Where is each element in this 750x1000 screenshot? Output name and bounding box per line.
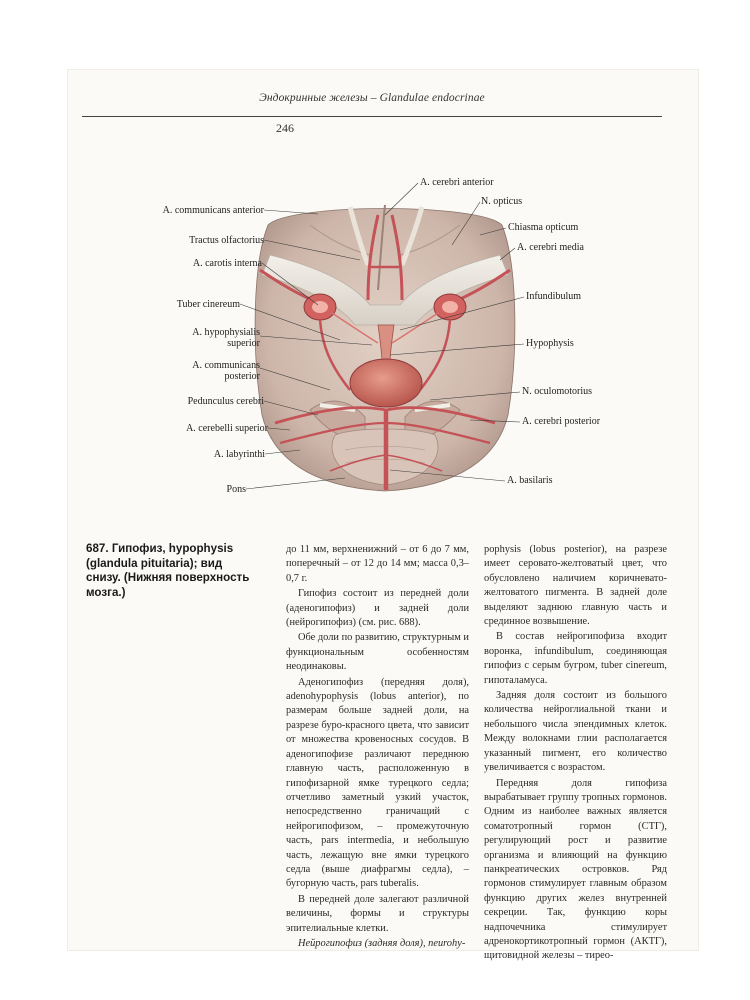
label-oculomotorius: N. oculomotorius xyxy=(522,386,592,397)
label-pedunculus-cerebri: Pedunculus cerebri xyxy=(187,396,264,407)
paragraph: В состав нейрогипофиза входит воронка, infundibulum, соединяющая гипофиз с серым бугром, tuber cinereum, гипоталамуса. xyxy=(484,631,667,686)
paragraph: Обе доли по развитию, структурным и функциональным особенностям неодинаковы. xyxy=(286,632,469,673)
label-cerebri-media: A. cerebri media xyxy=(517,242,584,253)
paragraph: до 11 мм, верхненижний – от 6 до 7 мм, поперечный – от 12 до 14 мм; масса 0,3–0,7 г. xyxy=(286,544,469,584)
label-tractus-olfactorius: Tractus olfactorius xyxy=(189,235,264,246)
paragraph: Нейрогипофиз (задняя доля), neurohy- xyxy=(298,937,466,949)
label-tuber-cinereum: Tuber cinereum xyxy=(176,299,240,310)
label-hypophysis: Hypophysis xyxy=(526,338,574,349)
label-chiasma-opticum: Chiasma opticum xyxy=(508,222,579,233)
label-opticus: N. opticus xyxy=(481,196,523,207)
paragraph: Задняя доля состоит из большого количества нейроглиальной ткани и небольшого числа эпендимных клеток. Между волокнами глии располагается указанный пигмент, его количество увеличивается с возрастом. xyxy=(484,690,667,774)
paragraph: Передняя доля гипофиза вырабатывает группу тропных гормонов. Одним из наиболее важных является соматотропный гормон (СТГ), регулирующий рост и развитие организма и влияющий на функцию панкреатических островков. Ряд гормонов стимулирует главным образом функцию других желез внутренней секреции. Так, функцию коры надпочечника стимулирует адренокортикотропный гормон (АКТГ), щитовидной железы – тирео- xyxy=(484,777,667,962)
brain-base-illustration xyxy=(250,195,523,495)
label-basilaris: A. basilaris xyxy=(507,475,553,486)
label-cerebri-anterior: A. cerebri anterior xyxy=(420,177,494,188)
text-column-1 xyxy=(286,543,469,951)
paragraph: pophysis (lobus posterior), на разрезе имеет серовато-желтоватый цвет, что обусловлено наличием коричневато-желтоватого пигмента. В задней доле выделяют заднюю главную часть и срединное возвышение. xyxy=(484,544,667,628)
paragraph: В передней доле залегают различной величины, формы и структуры эпителиальные клетки. xyxy=(286,893,469,934)
figure-caption xyxy=(86,542,258,600)
caption-title: Гипофиз, hypophysis (glandula pituitaria); вид снизу. (Нижняя поверхность мозга.) xyxy=(86,542,250,599)
label-cerebri-posterior: A. cerebri posterior xyxy=(522,416,601,427)
caption-number: 687. xyxy=(86,542,109,555)
header-rule xyxy=(82,116,662,117)
label-hypophysialis-superior: A. hypophysialis superior xyxy=(192,327,260,349)
label-carotis-interna: A. carotis interna xyxy=(192,258,262,269)
running-title: Эндокринные железы – Glandulae endocrinae xyxy=(259,92,485,104)
label-cerebelli-superior: A. cerebelli superior xyxy=(186,423,268,434)
text-column-2 xyxy=(484,543,667,964)
label-communicans-posterior: A. communicans posterior xyxy=(192,360,260,382)
label-infundibulum: Infundibulum xyxy=(526,291,581,302)
label-communicans-anterior: A. communicans anterior xyxy=(162,205,264,216)
hypophysis xyxy=(350,359,422,407)
page-number: 246 xyxy=(276,121,294,135)
paragraph: Гипофиз состоит из передней доли (аденогипофиз) и задней доли (нейрогипофиз) (см. рис. 688). xyxy=(286,588,469,629)
label-labyrinthi: A. labyrinthi xyxy=(213,449,265,460)
label-pons: Pons xyxy=(226,484,246,495)
paragraph: Аденогипофиз (передняя доля), adenohypophysis (lobus anterior), по размерам больше задней доли, на разрезе буро-красного цвета, что зависит от множества кровеносных сосудов. В аденогипофизе различают переднюю главную часть, расположенную в гипофизарной ямке турецкого седла; отчетливо заметный узкий участок, непосредственно граничащий с нейрогипофизом, – промежуточную часть, pars intermedia, и небольшую часть, лежащую вне ямки турецкого седла (выше диафрагмы седла), – бугорную часть, pars tuberalis. xyxy=(286,676,469,890)
